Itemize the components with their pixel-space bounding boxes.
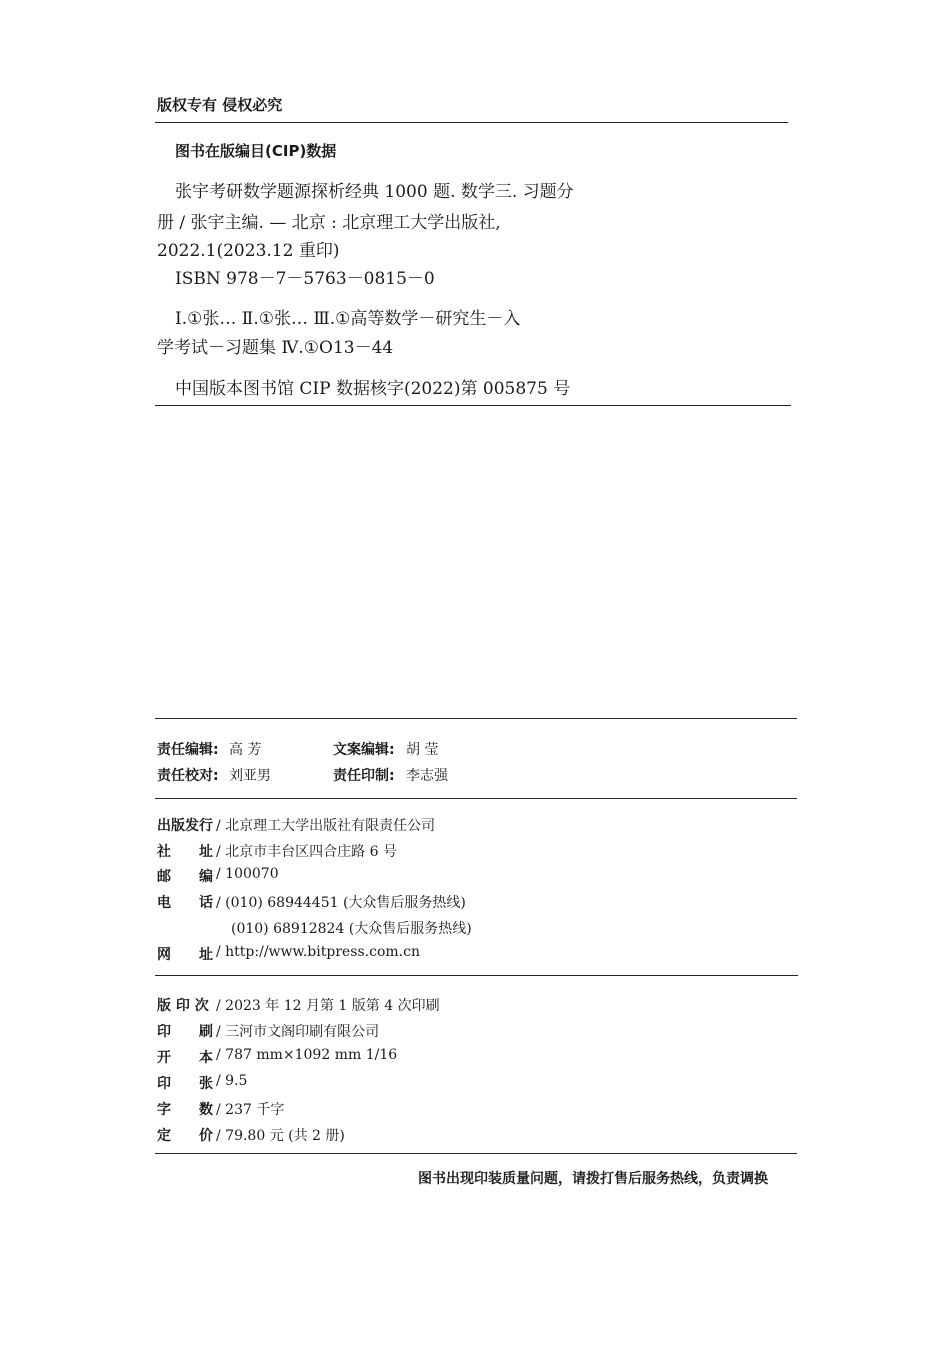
publisher-label: 出版发行 <box>157 818 213 834</box>
printer-label: 印 <box>157 1024 171 1040</box>
divider <box>155 718 797 719</box>
cip-line: 2022.1(2023.12 重印) <box>157 241 340 261</box>
postcode-label: 编 <box>199 869 213 885</box>
phone-value: (010) 68912824 (大众售后服务热线) <box>231 921 472 937</box>
sheets-label: 印 <box>157 1076 171 1092</box>
format-label: 开 <box>157 1050 171 1066</box>
divider <box>155 1153 797 1154</box>
divider <box>155 405 791 406</box>
quality-notice: 图书出现印装质量问题，请拨打售后服务热线，负责调换 <box>418 1171 768 1187</box>
cip-line: 册 / 张宇主编. — 北京 : 北京理工大学出版社, <box>157 213 501 233</box>
isbn: ISBN 978－7－5763－0815－0 <box>175 269 435 289</box>
publisher-value: / 北京理工大学出版社有限责任公司 <box>216 818 436 834</box>
phone-value: / (010) 68944451 (大众售后服务热线) <box>216 895 466 911</box>
print-supervisor: 李志强 <box>406 768 448 784</box>
phone-label: 话 <box>199 895 213 911</box>
website-label: 址 <box>199 947 213 963</box>
price-label: 定 <box>157 1128 171 1144</box>
printer-label: 刷 <box>199 1024 213 1040</box>
format-label: 本 <box>199 1050 213 1066</box>
divider <box>155 798 797 799</box>
responsible-editor-label: 责任编辑: <box>157 742 219 758</box>
price-label: 价 <box>199 1128 213 1144</box>
responsible-editor: 高 芳 <box>229 742 262 758</box>
cip-record-number: 中国版本图书馆 CIP 数据核字(2022)第 005875 号 <box>175 379 571 399</box>
word-count-value: / 237 千字 <box>216 1102 285 1118</box>
divider <box>155 975 798 976</box>
format-value: / 787 mm×1092 mm 1/16 <box>216 1047 398 1063</box>
classification-line: Ⅰ.①张… Ⅱ.①张… Ⅲ.①高等数学－研究生－入 <box>175 309 521 329</box>
copy-editor: 胡 莹 <box>406 742 439 758</box>
cip-line: 张宇考研数学题源探析经典 1000 题. 数学三. 习题分 <box>175 182 574 202</box>
proofreader: 刘亚男 <box>229 768 271 784</box>
website-value: / http://www.bitpress.com.cn <box>216 944 420 960</box>
postcode-value: / 100070 <box>216 866 279 882</box>
cip-heading: 图书在版编目(CIP)数据 <box>175 142 337 160</box>
printer-value: / 三河市文阁印刷有限公司 <box>216 1024 380 1040</box>
divider <box>155 122 788 123</box>
postcode-label: 邮 <box>157 869 171 885</box>
address-label: 社 <box>157 844 171 860</box>
word-count-label: 字 <box>157 1102 171 1118</box>
price-value: / 79.80 元 (共 2 册) <box>216 1128 345 1144</box>
edition-label: 版 印 次 <box>157 998 209 1014</box>
copyright-notice: 版权专有 侵权必究 <box>157 96 283 114</box>
print-supervisor-label: 责任印制: <box>333 768 395 784</box>
phone-label: 电 <box>157 895 171 911</box>
sheets-value: / 9.5 <box>216 1073 248 1089</box>
copy-editor-label: 文案编辑: <box>333 742 395 758</box>
proofreader-label: 责任校对: <box>157 768 219 784</box>
address-value: / 北京市丰台区四合庄路 6 号 <box>216 844 397 860</box>
edition-value: / 2023 年 12 月第 1 版第 4 次印刷 <box>216 998 440 1014</box>
address-label: 址 <box>199 844 213 860</box>
classification-line: 学考试－习题集 Ⅳ.①O13－44 <box>157 338 394 358</box>
word-count-label: 数 <box>199 1102 213 1118</box>
sheets-label: 张 <box>199 1076 213 1092</box>
website-label: 网 <box>157 947 171 963</box>
